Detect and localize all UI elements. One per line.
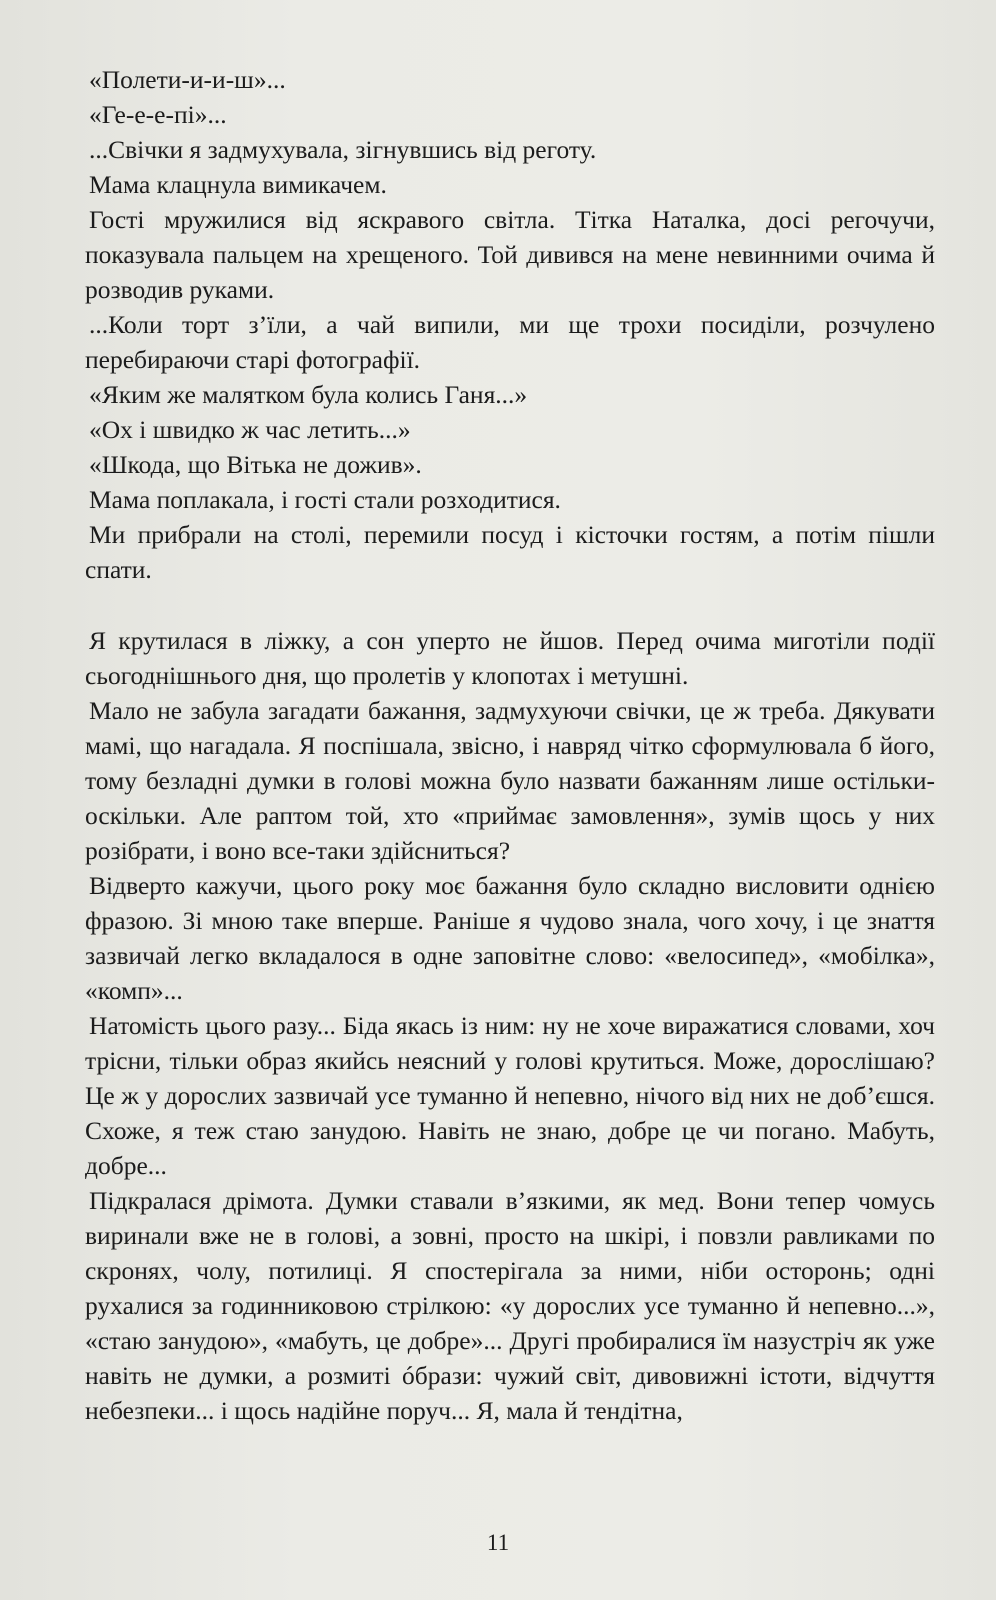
paragraph: «Шкода, що Вітька не дожив». [89, 450, 422, 479]
paragraph: «Ох і швидко ж час летить...» [89, 415, 411, 444]
paragraph: Я крутилася в ліжку, а сон уперто не йшов. Перед очима миготіли події сьогоднішнього дня, що пролетів у клопотах і метушні. [85, 626, 935, 690]
paragraph: Мало не забула загадати бажання, задмухуючи свічки, це ж треба. Дякувати мамі, що нагадала. Я поспішала, звісно, і навряд чітко сформулювала б його, тому безладні думки в голові можна було назвати бажанням лише остільки-оскільки. Але раптом той, хто «приймає замовлення», зумів щось у них розібрати, і воно все-таки здійсниться? [85, 696, 935, 865]
paragraph: Відверто кажучи, цього року моє бажання було складно висловити однією фразою. Зі мною таке вперше. Раніше я чудово знала, чого хочу, і це знаття зазвичай легко вкладалося в одне заповітне слово: «велосипед», «мобілка», «комп»... [85, 871, 935, 1005]
paragraph: Натомість цього разу... Біда якась із ним: ну не хоче виражатися словами, хоч трісни, тільки образ якийсь неясний у голові крутиться. Може, дорослішаю? Це ж у дорослих зазвичай усе туманно й непевно, нічого від них не доб’єшся. Схоже, я теж стаю занудою. Навіть не знаю, добре це чи погано. Мабуть, добре... [85, 1011, 935, 1180]
page-body [85, 62, 935, 1428]
paragraph: Підкралася дрімота. Думки ставали в’язкими, як мед. Вони тепер чомусь виринали вже не в голові, а зовні, просто на шкірі, і повзли равликами по скронях, чолу, потилиці. Я спостерігала за ними, ніби осторонь; одні рухалися за годинниковою стрілкою: «у дорослих усе туманно й непевно...», «стаю занудою», «мабуть, це добре»... Другі пробиралися їм назустріч як уже навіть не думки, а розмиті óбрази: чужий світ, дивовижні істоти, відчуття небезпеки... і щось надійне поруч... Я, мала й тендітна, [85, 1186, 935, 1425]
page-number: 11 [486, 1530, 510, 1555]
section-break [85, 587, 935, 623]
paragraph: «Полети-и-и-ш»... [89, 65, 286, 94]
paragraph: Ми прибрали на столі, перемили посуд і кісточки гостям, а потім пішли спати. [85, 520, 935, 584]
paragraph: Мама поплакала, і гості стали розходитися. [89, 485, 561, 514]
paragraph: Гості мружилися від яскравого світла. Тітка Наталка, досі регочучи, показувала пальцем на хрещеного. Той дивився на мене невинними очима й розводив руками. [85, 205, 935, 304]
paragraph: Мама клацнула вимикачем. [89, 170, 387, 199]
paragraph: ...Свічки я задмухувала, зігнувшись від реготу. [89, 135, 597, 164]
paragraph: ...Коли торт з’їли, а чай випили, ми ще трохи посиділи, розчулено перебираючи старі фотографії. [85, 310, 935, 374]
paragraph: «Яким же малятком була колись Ганя...» [89, 380, 528, 409]
paragraph: «Ге-е-е-пі»... [89, 100, 227, 129]
